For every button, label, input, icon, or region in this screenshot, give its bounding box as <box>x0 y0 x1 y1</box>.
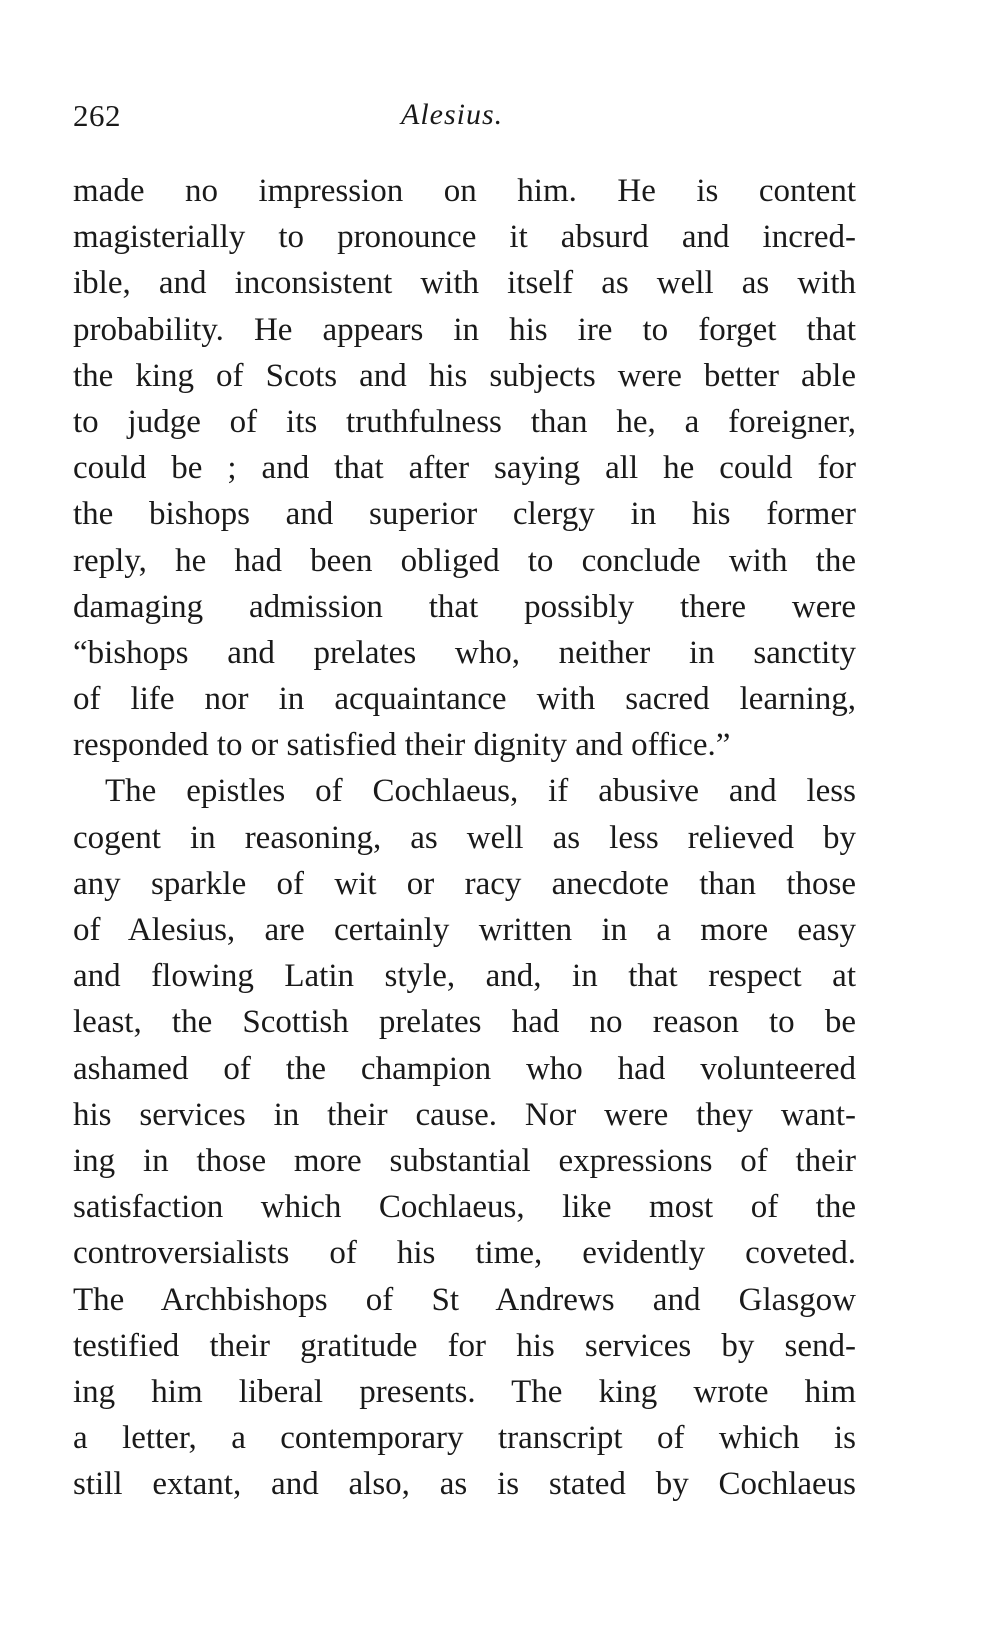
text-line: controversialists of his time, evidently coveted. <box>73 1235 856 1272</box>
text-line: could be ; and that after saying all he could for <box>73 450 856 487</box>
text-line: of life nor in acquaintance with sacred learning, <box>73 681 856 718</box>
text-line: and flowing Latin style, and, in that respect at <box>73 958 856 995</box>
text-line: any sparkle of wit or racy anecdote than those <box>73 865 856 902</box>
running-title: Alesius. <box>401 98 504 131</box>
text-line: The Archbishops of St Andrews and Glasgow <box>73 1281 856 1318</box>
text-line: damaging admission that possibly there were <box>73 588 856 625</box>
text-line: testified their gratitude for his services by send- <box>73 1327 856 1364</box>
text-line: made no impression on him. He is content <box>73 173 856 209</box>
text-line: ing him liberal presents. The king wrote him <box>73 1373 856 1410</box>
text-line: the bishops and superior clergy in his former <box>73 496 856 533</box>
text-line: satisfaction which Cochlaeus, like most of the <box>73 1189 856 1226</box>
text-line: his services in their cause. Nor were they want- <box>73 1096 856 1133</box>
text-line: ible, and inconsistent with itself as well as with <box>73 265 856 302</box>
running-head <box>73 98 853 138</box>
text-line: still extant, and also, as is stated by Cochlaeus <box>73 1466 856 1503</box>
text-line: ashamed of the champion who had volunteered <box>73 1050 856 1087</box>
text-line: the king of Scots and his subjects were better able <box>73 357 856 394</box>
text-line: a letter, a contemporary transcript of which is <box>73 1420 856 1457</box>
text-line: cogent in reasoning, as well as less relieved by <box>73 819 856 856</box>
page-number: 262 <box>73 98 121 133</box>
text-line: of Alesius, are certainly written in a more easy <box>73 912 856 948</box>
text-line: “bishops and prelates who, neither in sanctity <box>73 634 856 671</box>
text-line: magisterially to pronounce it absurd and incred- <box>73 219 856 256</box>
text-line: reply, he had been obliged to conclude with the <box>73 542 856 579</box>
text-line: ing in those more substantial expressions of their <box>73 1142 856 1179</box>
body-text <box>73 168 856 1507</box>
paragraph-first-line: The epistles of Cochlaeus, if abusive and less <box>105 773 856 810</box>
text-line: least, the Scottish prelates had no reason to be <box>73 1004 856 1041</box>
paragraph-last-line: responded to or satisfied their dignity and office.” <box>73 727 731 764</box>
text-line: to judge of its truthfulness than he, a foreigner, <box>73 403 856 440</box>
text-line: probability. He appears in his ire to forget that <box>73 311 856 348</box>
